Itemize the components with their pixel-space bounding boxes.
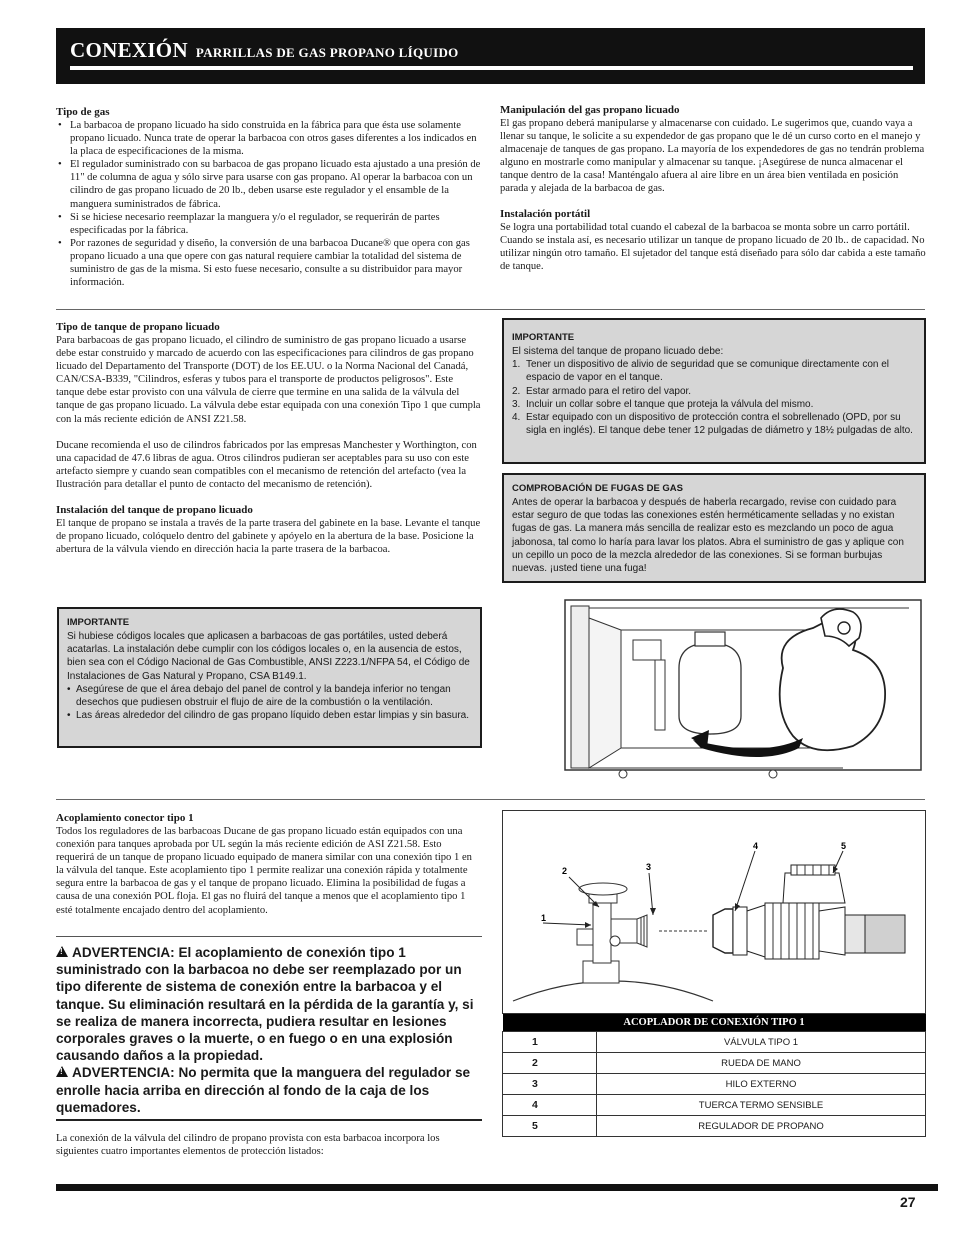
list-item: 1. Tener un dispositivo de alivio de seguridad que se comunique directamente con el espacio de vapor en el tanque. xyxy=(512,359,890,384)
box-list xyxy=(67,683,472,723)
callout-4: 4 xyxy=(753,841,759,851)
list-item: 4. Estar equipado con un dispositivo de protección contra el sobrellenado (OPD, por su sigla en inglés). El tanque debe tener 12 pulgadas de diámetro y 18½ pulgadas de alto. xyxy=(512,412,913,437)
header-title-sub: PARRILLAS DE GAS PROPANO LÍQUIDO xyxy=(195,45,459,60)
box-text: Si hubiese códigos locales que aplicasen a barbacoas de gas portátiles, usted deberá acatarlas. La instalación debe cumplir con los códigos locales o, en la ausencia de estos, bien sea con el Código Nacional de Gas Combustible, ANSI Z223.1/NFPA 54, el Código de Instalaciones de Gas Natural y Propano, CSA B149.1. xyxy=(67,631,470,682)
important-box-tank-system xyxy=(502,318,926,464)
box-intro: El sistema del tanque de propano licuado debe: xyxy=(512,346,724,357)
list-item: • El regulador suministrado con su barbacoa de gas propano licuado esta ajustado a una presión de 11" de columna de agua y sólo sirve para usarse con gas propano. Al operar la barbacoa con un cilindro de gas propano licuado de 20 lb., deben usarse este regulador y el ensamble de la manguera suministrados de fábrica. xyxy=(70,158,484,210)
coupler-illustration xyxy=(502,810,926,1014)
closing-paragraph: La conexión de la válvula del cilindro de propano provista con esta barbacoa incorpora los siguientes cuatro importantes elementos de protección listados: xyxy=(56,1133,440,1158)
divider xyxy=(56,936,482,937)
section-gas-type xyxy=(56,106,484,289)
coupler-drawing xyxy=(503,811,925,1013)
table-row: 1 VÁLVULA TIPO 1 xyxy=(503,1032,926,1053)
tank-title: Tipo de tanque de propano licuado xyxy=(56,321,220,333)
handling-title: Manipulación del gas propano licuado xyxy=(500,104,680,116)
box-title: IMPORTANTE xyxy=(512,332,575,343)
warning-2: !ADVERTENCIA: No permita que la manguera del regulador se enrolle hacia arriba en dirección al fondo de la caja de los quemadores. xyxy=(56,1064,482,1116)
portable-text: Se logra una portabilidad total cuando el cabezal de la barbacoa se monta sobre un carro portátil. Cuando se instala así, es necesario utilizar un tanque de propano licuado de 20 lb.. de capacidad. No utilizar ningún otro tamaño. El sujetador del tanque está diseñado para sólo dar cabida a este tamaño de tanque. xyxy=(500,221,926,272)
important-box-local-codes xyxy=(57,607,482,748)
footer-bar xyxy=(56,1184,938,1191)
coupling-text: Todos los reguladores de las barbacoas Ducane de gas propano licuado están equipados con una conexión para tanques aprobada por UL según la más reciente edición de ASI Z21.58. Esto requerirá de un tanque de propano licuado equipado de manera similar con una conexión tipo 1 en la válvula del tanque. Este acoplamiento tipo 1 permite realizar una conexión rápida y totalmente segura entre la barbacoa de gas y el tanque de propano licuado. Elimina la posibilidad de fugas a causa de una conexión POL floja. El gas no fluirá del tanque a menos que el acoplamiento tipo 1 esté totalmente encajado dentro del acoplamiento. xyxy=(56,826,472,916)
callout-2: 2 xyxy=(562,866,568,876)
handling-text: El gas propano deberá manipularse y almacenarse con cuidado. Le sugerimos que, cuando vaya a llenar su tanque, le solicite a su expendedor de gas propano que le dé un curso corto en el manejo y almacenaje de tanques de gas propano. La mayoría de los expendedores de gas no tendrán problema alguno en mostrarle como manipular y almacenar su tanque. ¡Asegúrese de nunca almacenar el tanque dentro de la casa! Manténgalo afuera al aire libre en un área bien ventilada en posición parada y alejada de la barbacoa de gas. xyxy=(500,118,925,195)
divider xyxy=(56,309,925,310)
leak-check-box xyxy=(502,473,926,583)
table-row: 4 TUERCA TERMO SENSIBLE xyxy=(503,1095,926,1116)
coupler-table-title: ACOPLADOR DE CONEXIÓN TIPO 1 xyxy=(503,1014,926,1032)
box-title: COMPROBACIÓN DE FUGAS DE GAS xyxy=(512,483,684,494)
list-item: • Las áreas alrededor del cilindro de gas propano líquido deben estar limpias y sin basura. xyxy=(76,709,472,722)
warning-triangle-icon xyxy=(56,1066,68,1077)
list-item: 2. Estar armado para el retiro del vapor. xyxy=(512,385,692,397)
list-item: 3. Incluir un collar sobre el tanque que proteja la válvula del mismo. xyxy=(512,398,814,410)
install-title: Instalación del tanque de propano licuado xyxy=(56,504,253,517)
box-numbered-list xyxy=(512,358,916,437)
tank-installation-illustration xyxy=(563,598,925,786)
warning-block xyxy=(56,944,482,1116)
callout-3: 3 xyxy=(646,862,652,872)
header-rule xyxy=(70,66,913,70)
warning-triangle-icon xyxy=(56,946,68,957)
install-text: El tanque de propano se instala a través de la parte trasera del gabinete en la base. Levante el tanque de propano licuado, colóquelo dentro del gabinete y apóyelo en la abertura de la base. Posicione la abertura de la válvula viendo en dirección hacia la parte trasera de la barbacoa. xyxy=(56,518,481,556)
table-row: 5 REGULADOR DE PROPANO xyxy=(503,1116,926,1137)
table-row: 3 HILO EXTERNO xyxy=(503,1074,926,1095)
callout-5: 5 xyxy=(841,841,847,851)
list-item: • Si se hiciese necesario reemplazar la manguera y/o el regulador, se requerirán de partes especificadas por la fábrica. xyxy=(70,211,484,237)
page-number: 27 xyxy=(900,1194,916,1210)
cabinet-tank-drawing xyxy=(563,598,925,786)
tank-paragraph-1: Para barbacoas de gas propano licuado, el cilindro de suministro de gas propano licuado a usarse debe estar construido y marcado de acuerdo con las especificaciones para cilindros de gas propano licuado del Departamento del Transporte (DOT) de los EE.UU. o la Norma Nacional del Canadá, CAN/CSA-B339, "Cilindros, esferas y tubos para el transporte de productos peligrosos". Este tanque debe estar provisto con una válvula de cierre que termine en una salida de la válvula del tanque de gas propano licuado. La válvula debe estar equipada con una conexión Tipo 1 que cumpla con la más reciente edición de ANSI Z21.58. xyxy=(56,335,481,425)
list-item: • Por razones de seguridad y diseño, la conversión de una barbacoa Ducane® que opera con gas propano licuado a una que opere con gas natural requiere cambiar la totalidad del sistema de suministro de gas de la misma. Si esto fuese necesario, consulte a su distribuidor para mayor información. xyxy=(70,237,484,289)
gas-type-title: Tipo de gas xyxy=(56,106,110,118)
page-header xyxy=(56,28,925,84)
header-title-main: CONEXIÓN xyxy=(70,38,188,62)
list-item: • La barbacoa de propano licuado ha sido construida en la fábrica para que ésta use solamente propano licuado. Nunca trate de operar la barbacoa con otros gases diferentes a los indicados en la placa de especificaciones de la misma. xyxy=(70,119,484,158)
callout-1: 1 xyxy=(541,913,547,923)
gas-type-list xyxy=(56,119,484,289)
section-handling xyxy=(500,104,926,273)
table-row: 2 RUEDA DE MANO xyxy=(503,1053,926,1074)
section-tank xyxy=(56,321,482,556)
portable-title: Instalación portátil xyxy=(500,207,591,220)
divider xyxy=(56,1119,482,1121)
warning-1: !ADVERTENCIA: El acoplamiento de conexión tipo 1 suministrado con la barbacoa no debe ser reemplazado por un tipo diferente de sistema de conexión entre la barbacoa y el tanque. Su eliminación resultará en la pérdida de la garantía y, si se realiza de manera incorrecta, pudiera resultar en lesiones corporales graves o la muerte, o en fuego o en una explosión causando daños a la propiedad. xyxy=(56,944,482,1064)
coupler-table xyxy=(502,1014,926,1137)
tank-paragraph-2: Ducane recomienda el uso de cilindros fabricados por las empresas Manchester y Worthington, con una capacidad de 47.6 libras de agua. Otros cilindros pudieran ser aceptables para su uso con este artefacto siempre y cuando sean compatibles con el mecanismo de retención del artefacto (vea la Ilustración para detallar el punto de contacto del mecanismo de retención). xyxy=(56,439,477,490)
coupling-title: Acoplamiento conector tipo 1 xyxy=(56,812,194,824)
header-title xyxy=(70,38,459,63)
box-text: Antes de operar la barbacoa y después de haberla recargado, revise con cuidado para estar seguro de que todas las conexiones estén herméticamente selladas y no existan fugas de gas. La manera más sencilla de realizar esto es mezclando un poco de agua jabonosa, tal como lo haría para lavar los platos. Abra el suministro de gas y aplique con un cepillo un poco de la mezcla alrededor de las conexiones. Si se forman burbujas nuevas. ¡usted tiene una fuga! xyxy=(512,497,904,575)
box-title: IMPORTANTE xyxy=(67,617,130,628)
section-type1-coupling xyxy=(56,812,482,917)
list-item: • Asegúrese de que el área debajo del panel de control y la bandeja inferior no tengan desechos que pudiesen obstruir el flujo de aire de la combustión o la ventilación. xyxy=(76,683,472,709)
divider xyxy=(56,799,925,800)
